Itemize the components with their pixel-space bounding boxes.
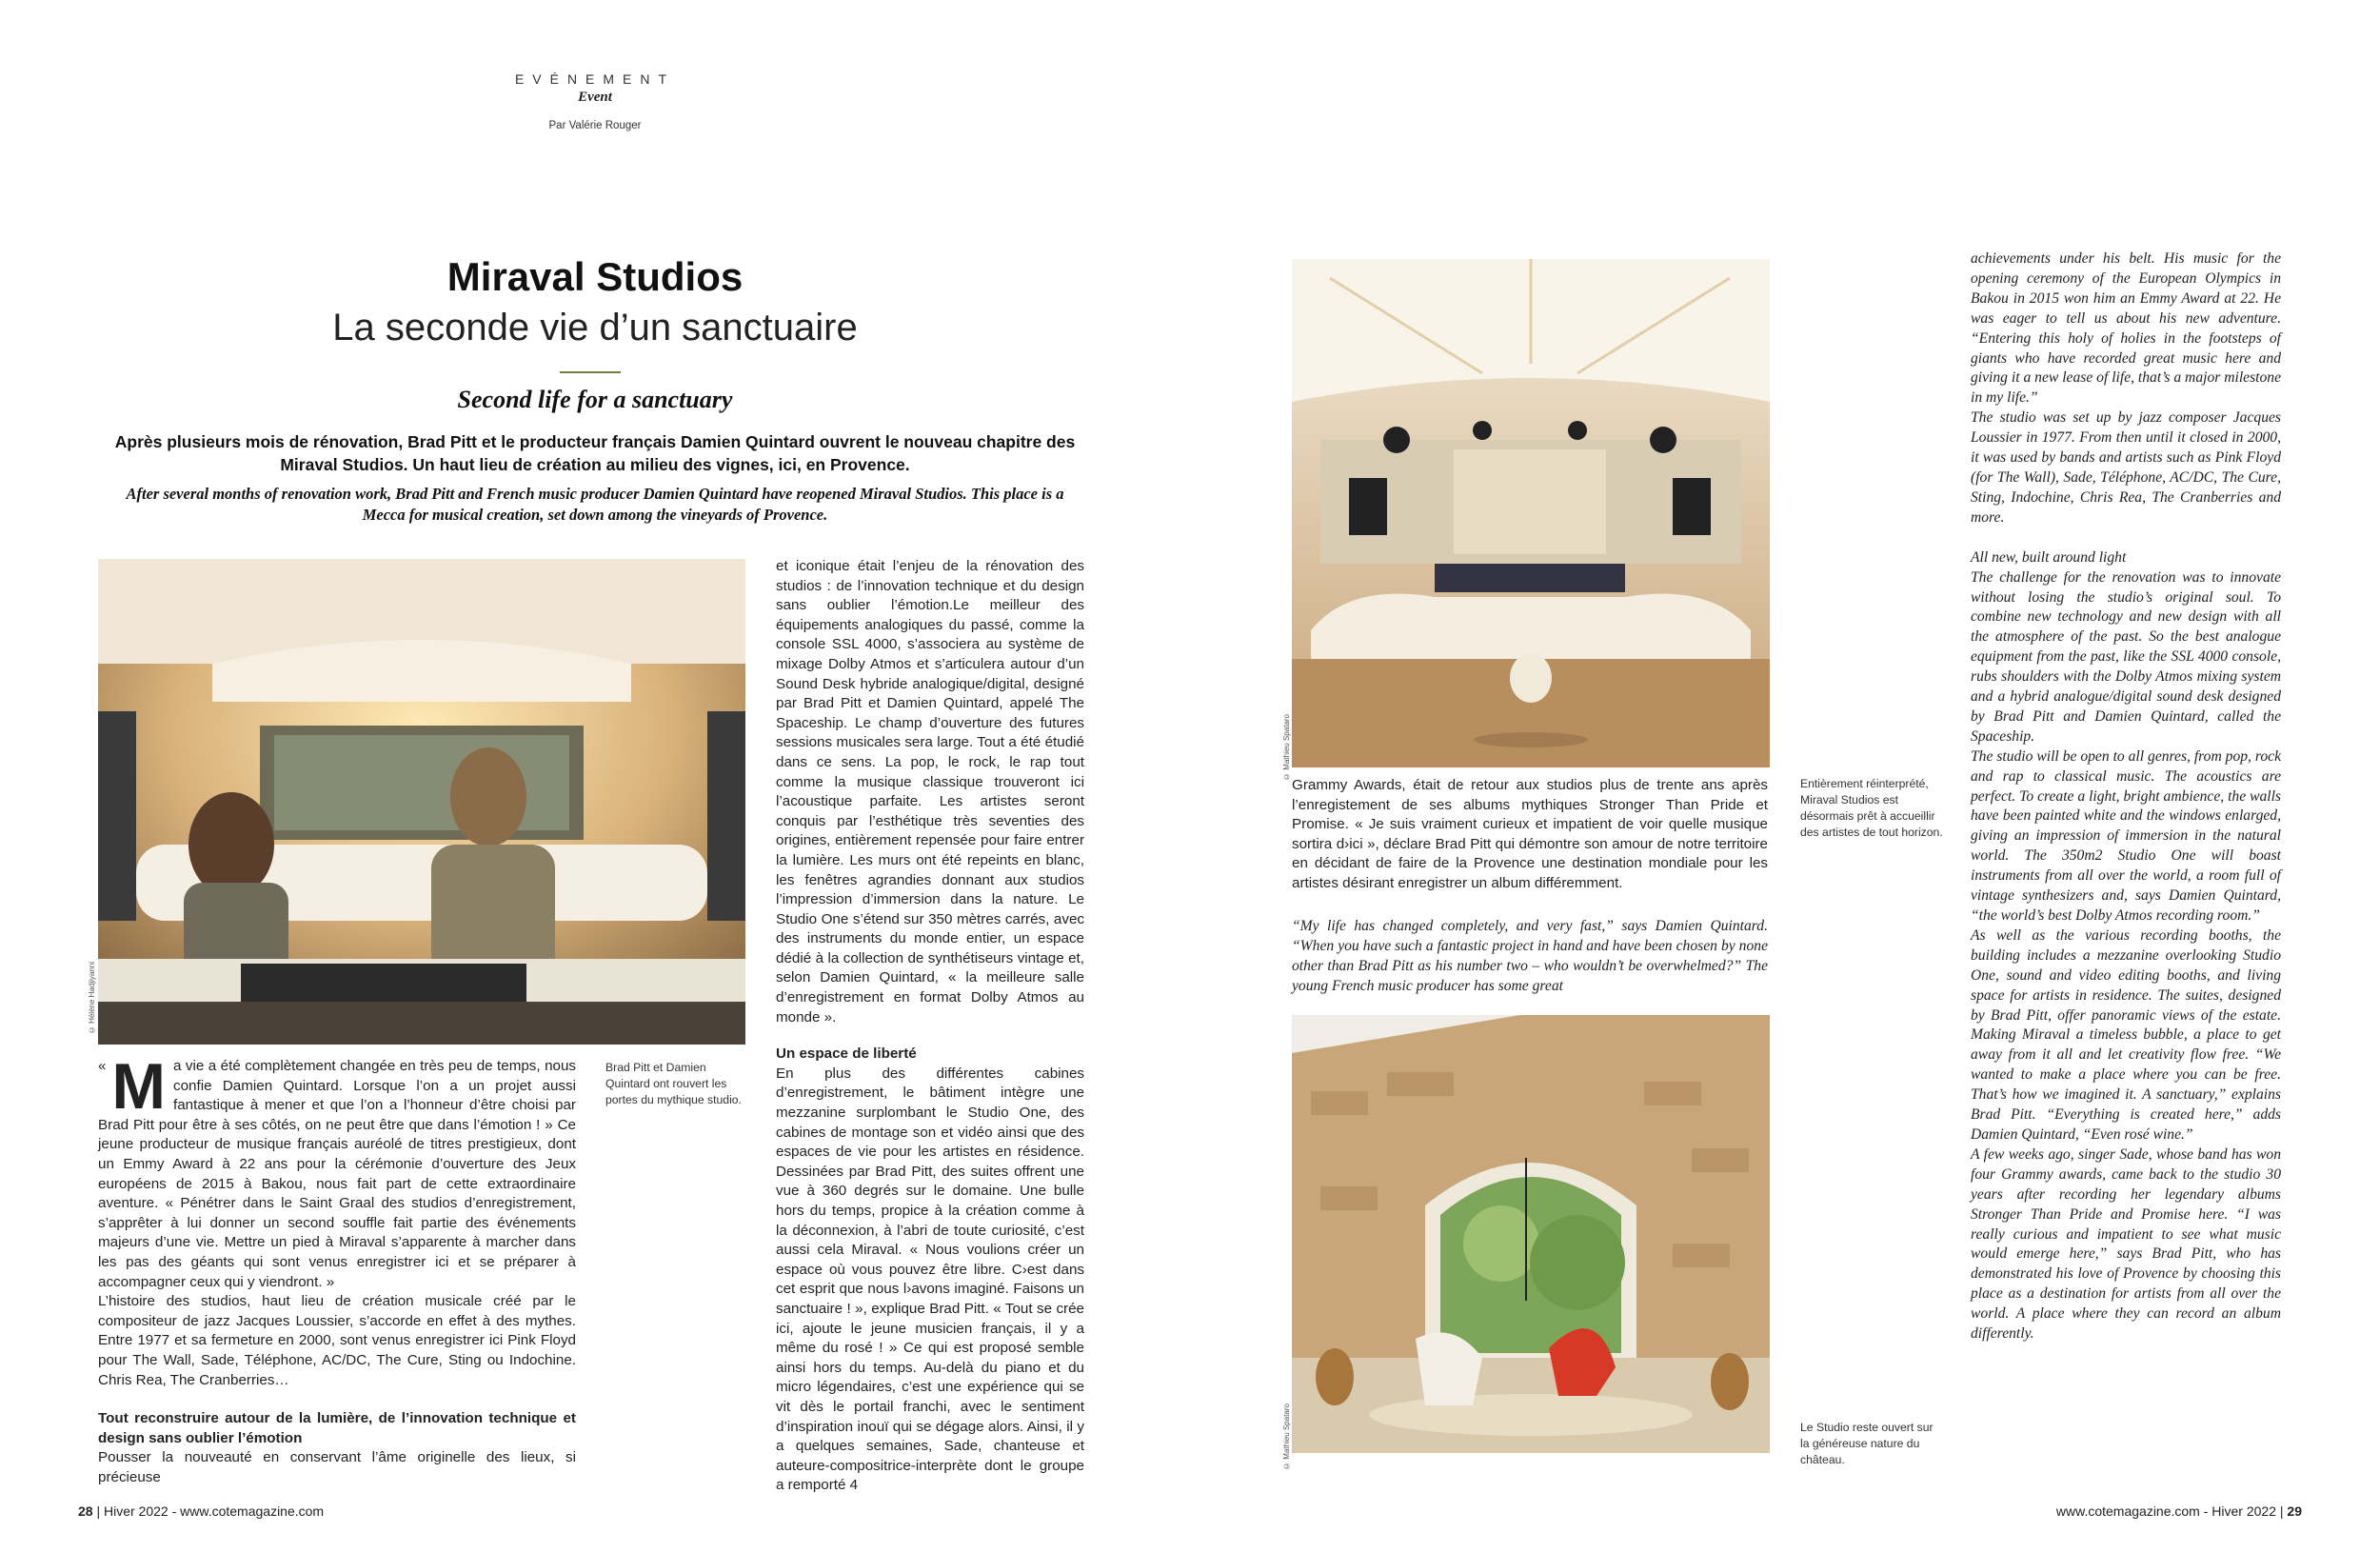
article-subtitle-en: Second life for a sanctuary <box>457 386 733 413</box>
english-section-heading: All new, built around light <box>1971 548 2127 566</box>
column-3-english <box>1292 916 1768 996</box>
article-subtitle: La seconde vie d’un sanctuaire <box>332 307 858 348</box>
lead-paragraph-en: After several months of renovation work, Brad Pitt and French music producer Damien Quintard have reopened Miraval Studios. This place is a Mecca for musical creation, set down among the vineyards of Provence. <box>126 485 1064 524</box>
page-number-right: 29 <box>2287 1503 2302 1519</box>
byline: Par Valérie Rouger <box>548 120 642 131</box>
english-intro-paragraph: “My life has changed completely, and very fast,” says Damien Quintard. “When you have such a fantastic project in hand and have been chosen by none other than Brad Pitt as his number two – who wouldn’t be overwhelmed?” The young French music producer has some great <box>1292 918 1768 994</box>
photo-founders-image <box>98 559 745 1045</box>
photo-founders <box>98 559 745 1045</box>
photo-control-room-credit: © Mathieu Spataro <box>1282 714 1291 781</box>
column-4 <box>1971 249 2281 1344</box>
english-achievements-paragraph: achievements under his belt. His music for the opening ceremony of the European Olympics in Bakou in 2015 won him an Emmy Award at 22. He was eager to tell us about his new adventure. “Entering this holy of holies in the footsteps of giants who have recorded great music here and giving it a new lease of life, that’s a major milestone in my life.” <box>1971 250 2281 407</box>
footer-right <box>2056 1503 2302 1519</box>
photo-founders-credit: © Hélène Hadjiyanni <box>88 962 96 1035</box>
article-title: Miraval Studios <box>446 254 744 299</box>
intro-paragraph: « M a vie a été complètement changée en très peu de temps, nous confie Damien Quintard. Lorsque l’on a un projet aussi fantastique à mener et que l’on a l’honneur d’être choisi par Brad Pitt pour être à ses côtés, on ne peut être que dans l’émotion ! » Ce jeune producteur de musique français auréolé de titres prestigieux, dont un Emmy Award à 22 ans pour la cérémonie d’ouverture des Jeux européens de 2015 à Bakou, nous fait part de cette extraordinaire aventure. « Pénétrer dans le Saint Graal des studios d’enregistrement, s’apprêter à lui donner un second souffle fait partie des événements majeurs d’une vie. Mettre un pied à Miraval s’apparente à marcher dans les pas des géants qui sont venus enregistrer ici et se préparer à accompagner ceux qui y viendront. » <box>98 1050 576 1290</box>
section-heading-2: Un espace de liberté <box>776 1045 917 1063</box>
footer-separator-right: | <box>2279 1503 2288 1519</box>
renovation-paragraph-cont: et iconique était l’enjeu de la rénovation des studios : de l’innovation technique et du design sans oublier l’émotion.Le meilleur des équipements analogiques du passé, comme la console SSL 4000, s’associera au système de mixage Dolby Atmos et s’articulera autour d’un Sound Desk hybride analogique/digital, designé par Brad Pitt et Damien Quintard, appelé The Spaceship. Le champ d’ouverture des futures sessions musicales sera large. Tout a été étudié dans ce sens. La pop, le rock, le rap tout comme la musique classique trouveront ici l’acoustique parfaite. Les artistes seront conquis par l’esthétique très seventies des origines, entièrement repensée pour faire entrer la lumière. Les murs ont été repeints en blanc, les fenêtres agrandies donnant aux studios l’impression d’immersion dans la nature. Le Studio One s’étend sur 350 mètres carrés, avec des instruments du monde entier, un espace dédié à la collection de synthétiseurs vintage et, selon Damien Quintard, « la meilleure salle d’enregistrement en format Dolby Atmos au monde ». <box>776 558 1084 1025</box>
opening-quote: « <box>98 1058 107 1074</box>
column-2 <box>776 557 1084 1496</box>
photo-control-room <box>1292 259 1770 767</box>
photo-live-room-caption: Le Studio reste ouvert sur la généreuse nature du château. <box>1800 1421 1934 1466</box>
section-label-en: Event <box>578 90 612 105</box>
english-renovation-paragraph: The challenge for the renovation was to innovate without losing the studio’s original soul. To combine new technology and new design with all the atmosphere of the past. So the best analogue equipment from the past, like the SSL 4000 console, rubs shoulders with the Dolby Atmos mixing system and a hybrid analogue/digital sound desk designed by Brad Pitt and Damien Quintard, called the Spaceship. <box>1971 568 2281 745</box>
english-sade-paragraph: A few weeks ago, singer Sade, whose band has won four Grammy awards, came back to the studio 30 years after recording her legendary albums Stronger Than Pride and Promise here. “I was really curious and impatient to see what music would emerge here,” says Brad Pitt, who has demonstrated his love of Provence by choosing this place as a destination for artists from all over the world. A place where they can record an album differently. <box>1971 1145 2281 1343</box>
column-1 <box>98 1050 576 1487</box>
page-number-left: 28 <box>78 1503 93 1519</box>
photo-control-room-image <box>1292 259 1770 767</box>
renovation-paragraph: Pousser la nouveauté en conservant l’âme originelle des lieux, si précieuse <box>98 1449 576 1485</box>
photo-live-room <box>1292 1015 1770 1453</box>
right-page <box>1190 0 2380 1553</box>
photo-live-room-image <box>1292 1015 1770 1453</box>
photo-control-room-caption: Entièrement réinterprété, Miraval Studios est désormais prêt à accueillir des artistes de tout horizon. <box>1800 777 1943 839</box>
accent-rule <box>560 371 621 373</box>
english-history-paragraph: The studio was set up by jazz composer Jacques Loussier in 1977. From then until it closed in 2000, it was used by bands and artists such as Pink Floyd (for The Wall), Sade, Téléphone, AC/DC, The Cure, Sting, Indochine, Chris Rea, The Cranberries and more. <box>1971 409 2281 526</box>
footer-left-text: Hiver 2022 - www.cotemagazine.com <box>104 1503 325 1519</box>
photo-founders-caption: Brad Pitt et Damien Quintard ont rouvert les portes du mythique studio. <box>605 1061 742 1106</box>
footer-left <box>78 1503 324 1519</box>
section-label: EVÉNEMENT <box>514 71 676 87</box>
lead-paragraph: Après plusieurs mois de rénovation, Brad Pitt et le producteur français Damien Quintard ouvrent le nouveau chapitre des Miraval Studios. Un haut lieu de création au milieu des vignes, ici, en Provence. <box>114 432 1076 474</box>
freedom-paragraph: En plus des différentes cabines d’enregistrement, le bâtiment intègre une mezzanine surplombant le Studio One, des cabines de montage son et vidéo ainsi que des espaces de vie pour les artistes en résidence. Dessinées par Brad Pitt, des suites offrent une vue à 360 degrés sur le domaine. Une bulle hors du temps, propice à la création comme à la déconnexion, à l’abri de toute curiosité, c’est aussi cela Miraval. « Nous voulions créer un espace où vous pouvez être libre. C›est dans cet esprit que nous l›avons imaginé. Faisons un sanctuaire ! », explique Brad Pitt. « Tout se crée ici, ajoute le jeune musicien français, il y a même du rosé ! » Ce qui est proposé semble ainsi hors du temps. Au-delà du piano et du micro légendaires, c’est une expérience qui se vit dès le portail franchi, avec le sentiment d’inspiration inouï qui se dégage alors. Ainsi, il y a quelques semaines, Sade, chanteuse et auteure-compositrice-interprète dont le groupe a remporté 4 <box>776 1065 1084 1494</box>
column-3 <box>1292 776 1768 894</box>
footer-right-text: www.cotemagazine.com - Hiver 2022 <box>2055 1503 2276 1519</box>
footer-separator: | <box>96 1503 104 1519</box>
grammy-paragraph: Grammy Awards, était de retour aux studios plus de trente ans après l’enregistement de ses albums mythiques Stronger Than Pride et Promise. « Je suis vraiment curieux et impatient de voir quelle musique sortira d›ici », déclare Brad Pitt qui démontre son amour de notre territoire en décidant de faire de la Provence une destination mondiale pour les artistes désirant enregistrer un album différemment. <box>1292 777 1768 891</box>
english-genres-paragraph: The studio will be open to all genres, from pop, rock and rap to classical music. The acoustics are perfect. To create a light, bright ambience, the walls have been painted white and the windows enlarged, giving an impression of immersion in the natural world. The 350m2 Studio One will boast instruments from all over the world, a room full of vintage synthesizers and, says Damien Quintard, “the world’s best Dolby Atmos recording room.” <box>1971 747 2281 924</box>
history-paragraph: L’histoire des studios, haut lieu de création musicale créé par le compositeur de jazz Jacques Loussier, s’accorde en effet à des mythes. Entre 1977 et sa fermeture en 2000, sont venus enregistrer ici Pink Floyd pour The Wall, Sade, Téléphone, AC/DC, The Cure, Sting ou Indochine. Chris Rea, The Cranberries… <box>98 1293 576 1388</box>
photo-live-room-credit: © Mathieu Spataro <box>1282 1404 1291 1470</box>
dropcap: M <box>111 1050 166 1123</box>
english-freedom-paragraph: As well as the various recording booths, the building includes a mezzanine overlooking Studio One, sound and video editing booths, and living space for artists in residence. The suites, designed by Brad Pitt, offer panoramic views of the estate. Making Miraval a timeless bubble, a place to get away from it all and let creativity flow free. “We wanted to make a place where you can be free. That’s how we imagined it. A sanctuary,” explains Brad Pitt. “Everything is created here,” adds Damien Quintard, “Even rosé wine.” <box>1971 926 2281 1143</box>
section-heading-1: Tout reconstruire autour de la lumière, de l’innovation technique et design sans oublier l’émotion <box>98 1410 576 1446</box>
